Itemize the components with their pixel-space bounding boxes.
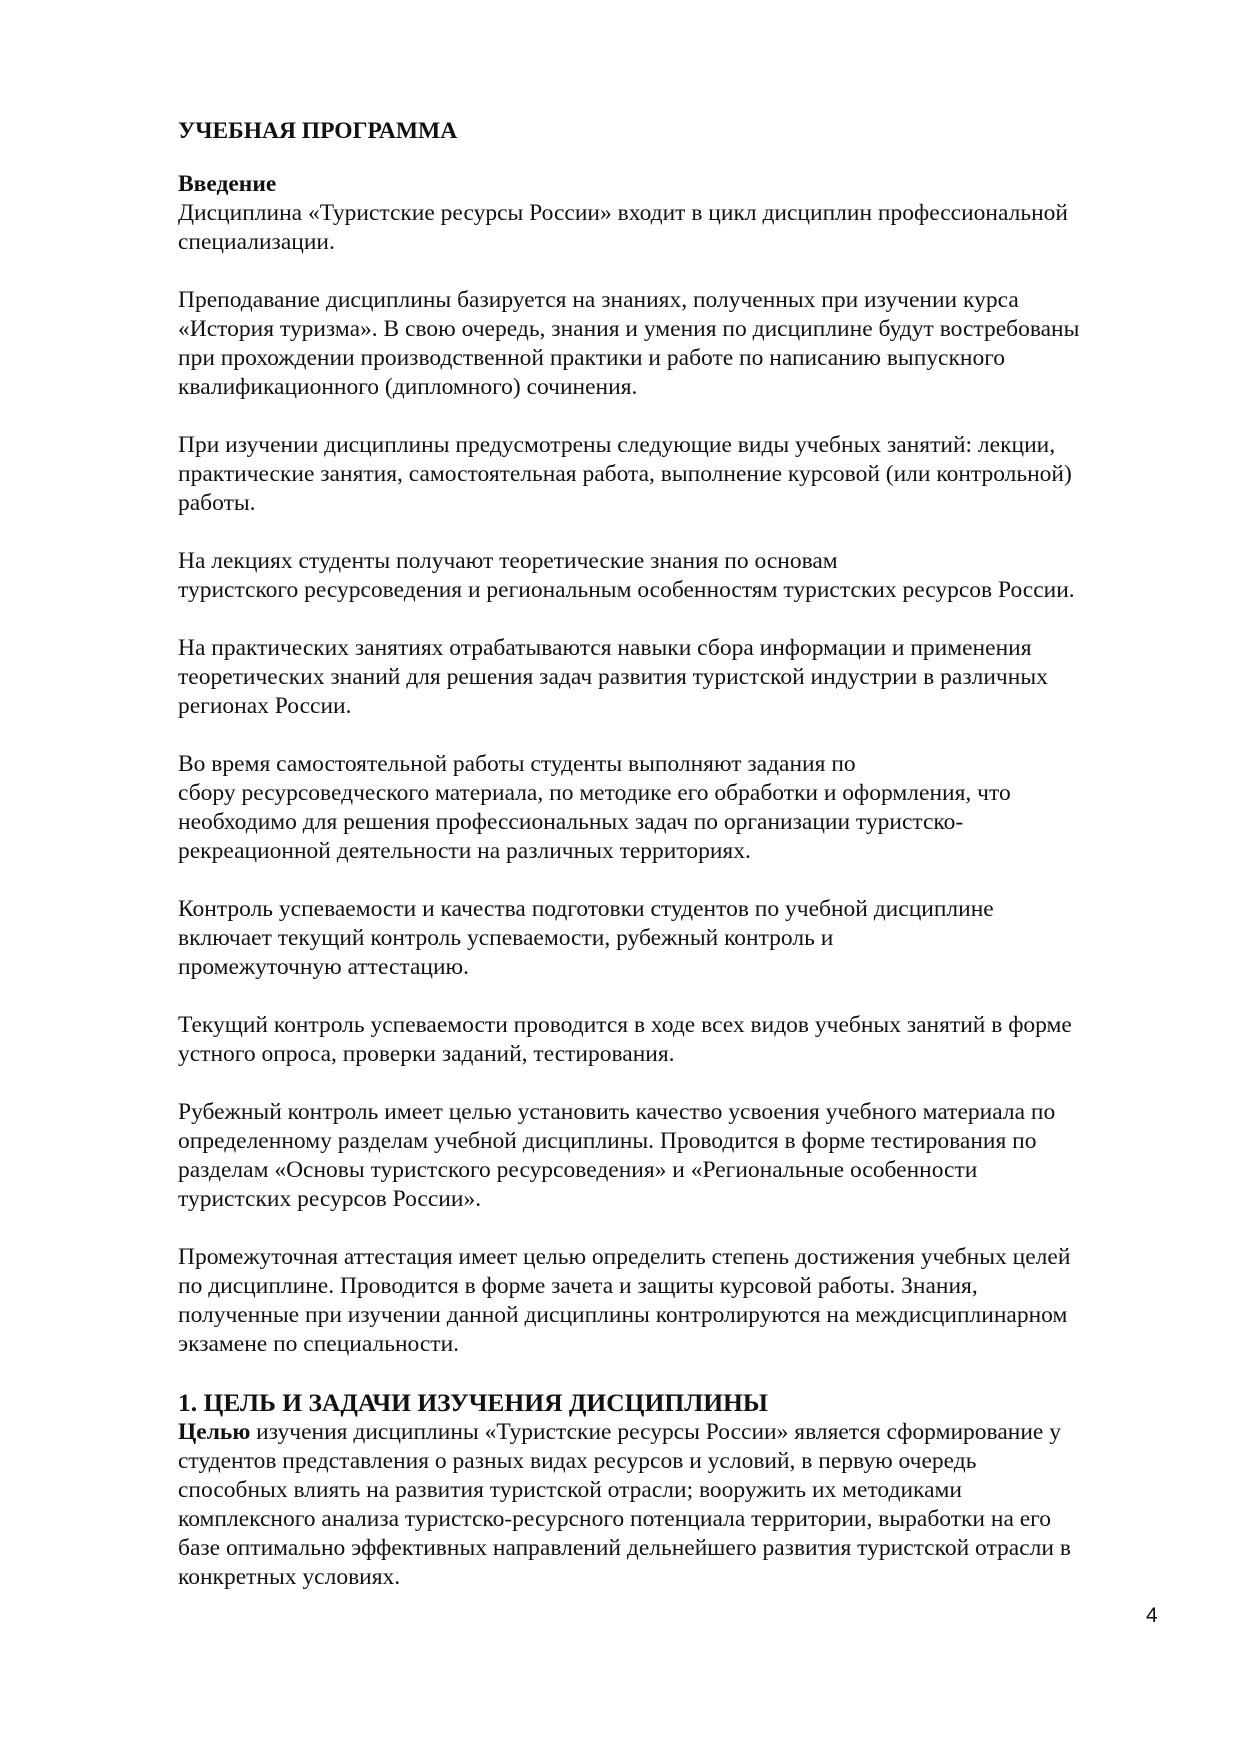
paragraph xyxy=(178,286,1178,402)
text-line: специализации. xyxy=(178,229,335,255)
text-line: рекреационной деятельности на различных территориях. xyxy=(178,838,751,864)
paragraph xyxy=(178,750,1178,866)
section-1-first-line xyxy=(178,1418,1178,1447)
text-line: способных влиять на развития туристской отрасли; вооружить их методиками xyxy=(178,1477,962,1503)
text-line: студентов представления о разных видах ресурсов и условий, в первую очередь xyxy=(178,1448,977,1474)
text-line: промежуточную аттестацию. xyxy=(178,954,469,980)
page-content xyxy=(178,117,1178,1592)
text-line: регионах России. xyxy=(178,693,352,719)
text-line: базе оптимально эффективных направлений дельнейшего развития туристской отрасли в xyxy=(178,1535,1071,1561)
text-line: Контроль успеваемости и качества подготовки студентов по учебной дисциплине xyxy=(178,896,994,922)
intro-heading: Введение xyxy=(178,171,277,197)
document-title: УЧЕБНАЯ ПРОГРАММА xyxy=(178,118,458,144)
text-line: туристских ресурсов России». xyxy=(178,1186,482,1212)
text-line: сбору ресурсоведческого материала, по методике его обработки и оформления, что xyxy=(178,780,1011,806)
text-line: Текущий контроль успеваемости проводится в ходе всех видов учебных занятий в форме xyxy=(178,1012,1072,1038)
text-line: Во время самостоятельной работы студенты выполняют задания по xyxy=(178,751,856,777)
section-1-lines xyxy=(178,1447,1178,1592)
goal-word: Целью xyxy=(178,1419,251,1445)
text-line: устного опроса, проверки заданий, тестирования. xyxy=(178,1041,675,1067)
paragraph xyxy=(178,1243,1178,1359)
text-line: по дисциплине. Проводится в форме зачета и защиты курсовой работы. Знания, xyxy=(178,1273,978,1299)
text-line: квалификационного (дипломного) сочинения. xyxy=(178,374,638,400)
text-line: включает текущий контроль успеваемости, рубежный контроль и xyxy=(178,925,834,951)
text-line: работы. xyxy=(178,490,256,516)
paragraph xyxy=(178,1011,1178,1069)
text-line: при прохождении производственной практики и работе по написанию выпускного xyxy=(178,345,1006,371)
paragraph xyxy=(178,431,1178,518)
paragraph xyxy=(178,199,1178,257)
text-line: определенному разделам учебной дисциплины. Проводится в форме тестирования по xyxy=(178,1128,1037,1154)
text-line: туристского ресурсоведения и региональным особенностям туристских ресурсов России. xyxy=(178,577,1075,603)
text-line: комплексного анализа туристско-ресурсного потенциала территории, выработки на его xyxy=(178,1506,1051,1532)
text-line: Рубежный контроль имеет целью установить качество усвоения учебного материала по xyxy=(178,1099,1056,1125)
section-1-body xyxy=(178,1418,1178,1592)
text-line: Промежуточная аттестация имеет целью определить степень достижения учебных целей xyxy=(178,1244,1071,1270)
page-number: 4 xyxy=(1146,1604,1158,1627)
text-line: При изучении дисциплины предусмотрены следующие виды учебных занятий: лекции, xyxy=(178,432,1056,458)
text-line: «История туризма». В свою очередь, знания и умения по дисциплине будут востребованы xyxy=(178,316,1080,342)
text-line: Дисциплина «Туристские ресурсы России» входит в цикл дисциплин профессиональной xyxy=(178,200,1068,226)
paragraph xyxy=(178,895,1178,982)
text-line: практические занятия, самостоятельная работа, выполнение курсовой (или контрольной) xyxy=(178,461,1072,487)
text-line: теоретических знаний для решения задач развития туристской индустрии в различных xyxy=(178,664,1048,690)
section-1-first-line-rest: изучения дисциплины «Туристские ресурсы России» является сформирование у xyxy=(250,1419,1061,1445)
text-line: Преподавание дисциплины базируется на знаниях, полученных при изучении курса xyxy=(178,287,1019,313)
paragraph xyxy=(178,1098,1178,1214)
paragraph xyxy=(178,547,1178,605)
text-line: На практических занятиях отрабатываются навыки сбора информации и применения xyxy=(178,635,1032,661)
section-1-heading: 1. ЦЕЛЬ И ЗАДАЧИ ИЗУЧЕНИЯ ДИСЦИПЛИНЫ xyxy=(178,1388,768,1417)
text-line: полученные при изучении данной дисциплины контролируются на междисциплинарном xyxy=(178,1302,1068,1328)
text-line: конкретных условиях. xyxy=(178,1564,401,1590)
text-line: разделам «Основы туристского ресурсоведения» и «Региональные особенности xyxy=(178,1157,978,1183)
intro-paragraphs xyxy=(178,199,1178,1359)
text-line: экзамене по специальности. xyxy=(178,1331,460,1357)
text-line: На лекциях студенты получают теоретические знания по основам xyxy=(178,548,838,574)
paragraph xyxy=(178,634,1178,721)
text-line: необходимо для решения профессиональных задач по организации туристско- xyxy=(178,809,964,835)
